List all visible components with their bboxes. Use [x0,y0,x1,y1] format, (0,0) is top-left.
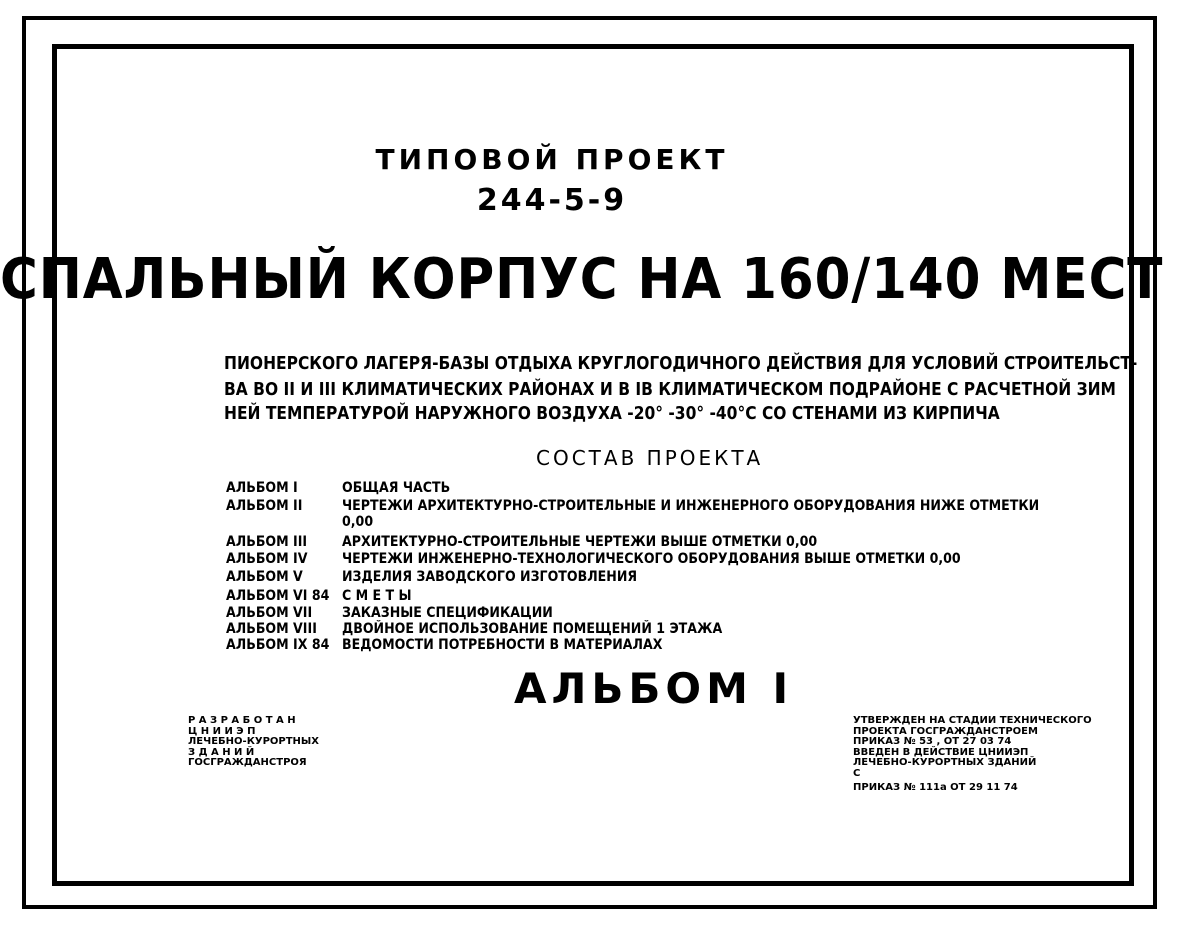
album-label: АЛЬБОМ VI 84 [226,588,330,604]
album-label: АЛЬБОМ IV [226,551,308,567]
approval-line: ПРОЕКТА ГОСГРАЖДАНСТРОЕМ [853,725,1038,737]
approval-line: УТВЕРЖДЕН НА СТАДИИ ТЕХНИЧЕСКОГО [853,715,1092,726]
description-line: ПИОНЕРСКОГО ЛАГЕРЯ-БАЗЫ ОТДЫХА КРУГЛОГОДИЧНОГО ДЕЙСТВИЯ ДЛЯ УСЛОВИЙ СТРОИТЕЛЬСТ- [224,353,1138,374]
album-label: АЛЬБОМ VII [226,605,313,621]
album-label: АЛЬБОМ I [226,480,298,496]
album-text: ЗАКАЗНЫЕ СПЕЦИФИКАЦИИ [342,605,553,621]
album-text: ОБЩАЯ ЧАСТЬ [342,480,451,496]
album-text: ВЕДОМОСТИ ПОТРЕБНОСТИ В МАТЕРИАЛАХ [342,637,663,653]
album-text: АРХИТЕКТУРНО-СТРОИТЕЛЬНЫЕ ЧЕРТЕЖИ ВЫШЕ ОТМЕТКИ 0,00 [342,534,818,550]
approval-line: ПРИКАЗ № 53 , ОТ 27 03 74 [853,736,1012,747]
developer-line: З Д А Н И Й [188,746,255,758]
approval-line: ВВЕДЕН В ДЕЙСТВИЕ ЦНИИЭП [853,746,1029,758]
composition-title: СОСТАВ ПРОЕКТА [536,446,764,470]
description-line: ВА ВО II И III КЛИМАТИЧЕСКИХ РАЙОНАХ И В IВ КЛИМАТИЧЕСКОМ ПОДРАЙОНЕ С РАСЧЕТНОЙ ЗИМ [224,379,1116,400]
approval-block [853,716,1092,794]
album-text: ДВОЙНОЕ ИСПОЛЬЗОВАНИЕ ПОМЕЩЕНИЙ 1 ЭТАЖА [342,621,723,637]
album-text: ЧЕРТЕЖИ АРХИТЕКТУРНО-СТРОИТЕЛЬНЫЕ И ИНЖЕНЕРНОГО ОБОРУДОВАНИЯ НИЖЕ ОТМЕТКИ [342,498,1040,514]
approval-line: С [853,767,861,779]
project-code: 244-5-9 [476,183,628,218]
description-line: НЕЙ ТЕМПЕРАТУРОЙ НАРУЖНОГО ВОЗДУХА -20° -30° -40°С СО СТЕНАМИ ИЗ КИРПИЧА [224,403,1000,424]
album-text: С М Е Т Ы [342,588,412,604]
album-text: ЧЕРТЕЖИ ИНЖЕНЕРНО-ТЕХНОЛОГИЧЕСКОГО ОБОРУДОВАНИЯ ВЫШЕ ОТМЕТКИ 0,00 [342,551,961,567]
album-title: АЛЬБОМ I [514,664,794,713]
developer-line: Ц Н И И Э П [188,725,256,737]
album-label: АЛЬБОМ VIII [226,621,317,637]
album-text: ИЗДЕЛИЯ ЗАВОДСКОГО ИЗГОТОВЛЕНИЯ [342,569,638,585]
album-label: АЛЬБОМ II [226,498,303,514]
album-label: АЛЬБОМ V [226,569,303,585]
project-type: ТИПОВОЙ ПРОЕКТ [375,143,729,176]
developer-line: ЛЕЧЕБНО-КУРОРТНЫХ [188,736,319,747]
main-title: СПАЛЬНЫЙ КОРПУС НА 160/140 МЕСТ [0,247,1164,312]
approval-line: ЛЕЧЕБНО-КУРОРТНЫХ ЗДАНИЙ [853,757,1037,768]
developer-line: ГОСГРАЖДАНСТРОЯ [188,757,307,768]
album-label: АЛЬБОМ III [226,534,308,550]
album-label: АЛЬБОМ IX 84 [226,637,330,653]
developer-block [188,716,319,769]
approval-line: ПРИКАЗ № 111а ОТ 29 11 74 [853,782,1018,793]
developer-line: Р А З Р А Б О Т А Н [188,715,296,726]
album-text: 0,00 [342,514,374,530]
